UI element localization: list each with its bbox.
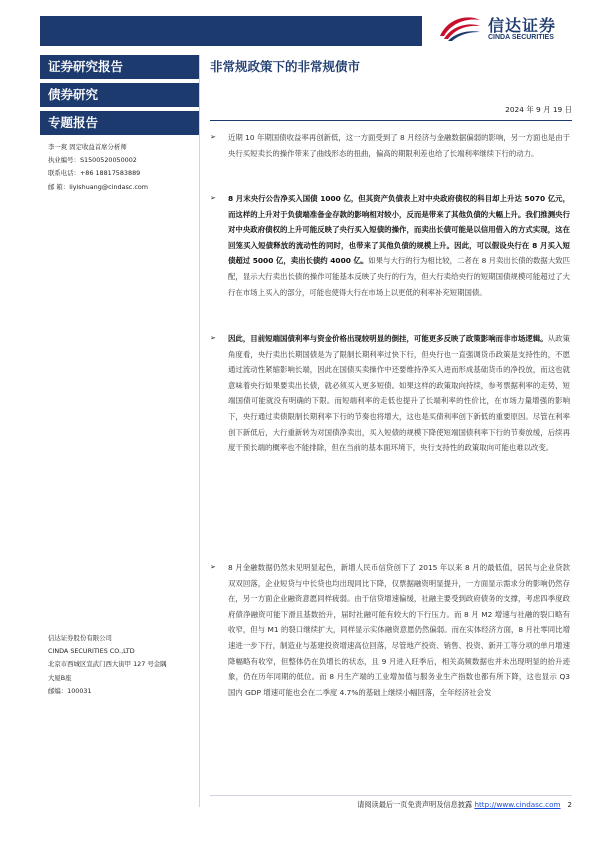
paragraph-4	[210, 560, 570, 700]
bullet-arrow-icon: ➢	[210, 334, 216, 342]
page-number: 2	[567, 800, 572, 809]
bullet-arrow-icon: ➢	[210, 133, 216, 141]
analyst-name-title: 李一爽 固定收益首席分析师	[48, 143, 127, 151]
bullet-arrow-icon: ➢	[210, 563, 216, 571]
paragraph-1	[210, 130, 570, 161]
header-divider	[210, 120, 572, 121]
footer-divider	[210, 795, 572, 796]
sidebar-heading-bond-research: 债券研究	[40, 83, 199, 107]
website-link[interactable]: http://www.cindasc.com	[474, 800, 561, 809]
paragraph-text: 近期 10 年期国债收益率再创新低，这一方面受到了 8 月经济与金融数据偏弱的影响，另一方面也是由于央行买短卖长的操作带来了曲线形态的扭曲，偏高的期限利差也给了长端利率继续下行的动力。	[228, 133, 570, 158]
main-header	[210, 55, 572, 79]
brand-logo	[438, 10, 588, 46]
analyst-info	[40, 141, 199, 194]
header-banner	[40, 16, 422, 46]
brand-name-en: CINDA SECURITIES	[488, 34, 554, 41]
sidebar	[40, 55, 200, 807]
analyst-email[interactable]: 邮 箱：liyishuang@cindasc.com	[48, 182, 148, 191]
paragraph-3	[210, 331, 570, 456]
company-name-en: CINDA SECURITIES CO.,LTD	[48, 647, 135, 656]
company-name-cn: 信达证券股份有限公司	[48, 634, 112, 642]
company-postcode: 邮编：100031	[48, 686, 92, 695]
paragraph-bold-lead: 8 月末央行公告净买入国债 1000 亿，但其资产负债表上对中央政府债权的科目却上升达 5070 亿元，而这样的上升对于负债端准备金存款的影响相对较小，反而是带来了其他负债的大幅上升。我们推测央行对中央政府债权的上升可能反映了央行买入短债的操作，而卖出长债可能是以信用借入的方式实现，这在回笼买入短债释放的流动性的同时，也带来了其他负债的规模上升。因此，可以假设央行在 8 月买入短债超过 5000 亿，卖出长债约 4000 亿。	[228, 194, 570, 266]
report-title: 非常规政策下的非常规债市	[210, 59, 361, 74]
page-footer	[210, 800, 572, 814]
company-info	[48, 632, 198, 698]
brand-name-cn: 信达证券	[488, 16, 557, 35]
report-date: 2024 年 9 月 19 日	[505, 105, 572, 114]
analyst-license: 执业编号：S1500520050002	[48, 156, 137, 165]
paragraph-text: 8 月金融数据仍然未见明显起色，新增人民币信贷创下了 2015 年以来 8 月的最低值，居民与企业贷款双双回落，企业短贷与中长贷也均出现同比下降，仅票据融资明显提升，一方面显示需求分的影响仍然存在，另一方面企业融资意愿同样疲弱。由于信贷增速偏缓，社融主要受到政府债务的支撑，考虑四季度政府债净融资可能下滑且基数抬升，届时社融可能有较大的下行压力。而 8 月 M2 增速与社融的裂口略有收窄，但与 M1 的裂口继续扩大，同样显示实体融资意愿仍然偏弱。而在实体经济方面，8 月社零同比增速进一步下行，制造业与基建投资增速高位回落，尽管地产投资、销售、投资、新开工等分项的单月增速降幅略有收窄，但整体仍在负增长的状态，且 9 月进入旺季后，相关高频数据也并未出现明显的抬升迹象，仍在历年同期的低位。而 8 月生产端的工业增加值与服务业生产指数也都有所下降，这也显示 Q3 国内 GDP 增速可能也会在二季度 4.7%的基础上继续小幅回落，全年经济社会发	[228, 563, 570, 697]
disclaimer-note: 请阅读最后一页免责声明及信息披露	[357, 800, 473, 809]
paragraph-2	[210, 191, 570, 300]
paragraph-bold-lead: 因此，目前短端国债利率与资金价格出现较明显的倒挂，可能更多反映了政策影响而非市场逻辑。	[228, 334, 548, 343]
paragraph-text: 从政策角度看，央行卖出长期国债是为了限制长期利率过快下行，但央行也一直强调货币政策是支持性的，不愿通过流动性紧缩影响长端，因此在国债买卖操作中还要维持净买入进而形成基础货币的净投放，而这也就意味着央行如果要卖出长债，就必须买入更多短债。如果这样的政策取向持续，参考票据利率的走势，短端国债可能就没有明确的下限。而短端利率的走低也提升了长端利率的性价比，在市场力量增强的影响下，央行通过卖债限制长期利率下行的节奏也将增大，这也是买债利率创下新低的重要原因。尽管在利率创下新低后，大行重新转为对国债净卖出，买入短债的规模下降使短端国债利率下行的节奏放缓，后续再度干预长端的概率也不能排除，但在当前的基本面环境下，央行支持性的政策取向可能也难以改变。	[228, 334, 570, 453]
cinda-logo-icon	[438, 12, 482, 42]
company-address-2: 大厦B座	[48, 673, 72, 682]
sidebar-heading-special-report: 专题报告	[40, 111, 199, 135]
bullet-arrow-icon: ➢	[210, 194, 216, 202]
analyst-phone: 联系电话：+86 18817583889	[48, 169, 141, 178]
sidebar-heading-research-report: 证券研究报告	[40, 55, 199, 79]
paragraph-text: 如果与大行的行为相比较，二者在 8 月卖出长债的数据大致匹配，显示大行卖出长债的操作可能基本反映了央行的行为，但大行卖给央行的短期国债规模可能超过了大行在市场上买入的部分，可能也使得大行在市场上以更低的利率补充短期国债。	[228, 256, 571, 297]
company-address: 北京市西城区宣武门西大街甲 127 号金隅	[48, 660, 167, 669]
